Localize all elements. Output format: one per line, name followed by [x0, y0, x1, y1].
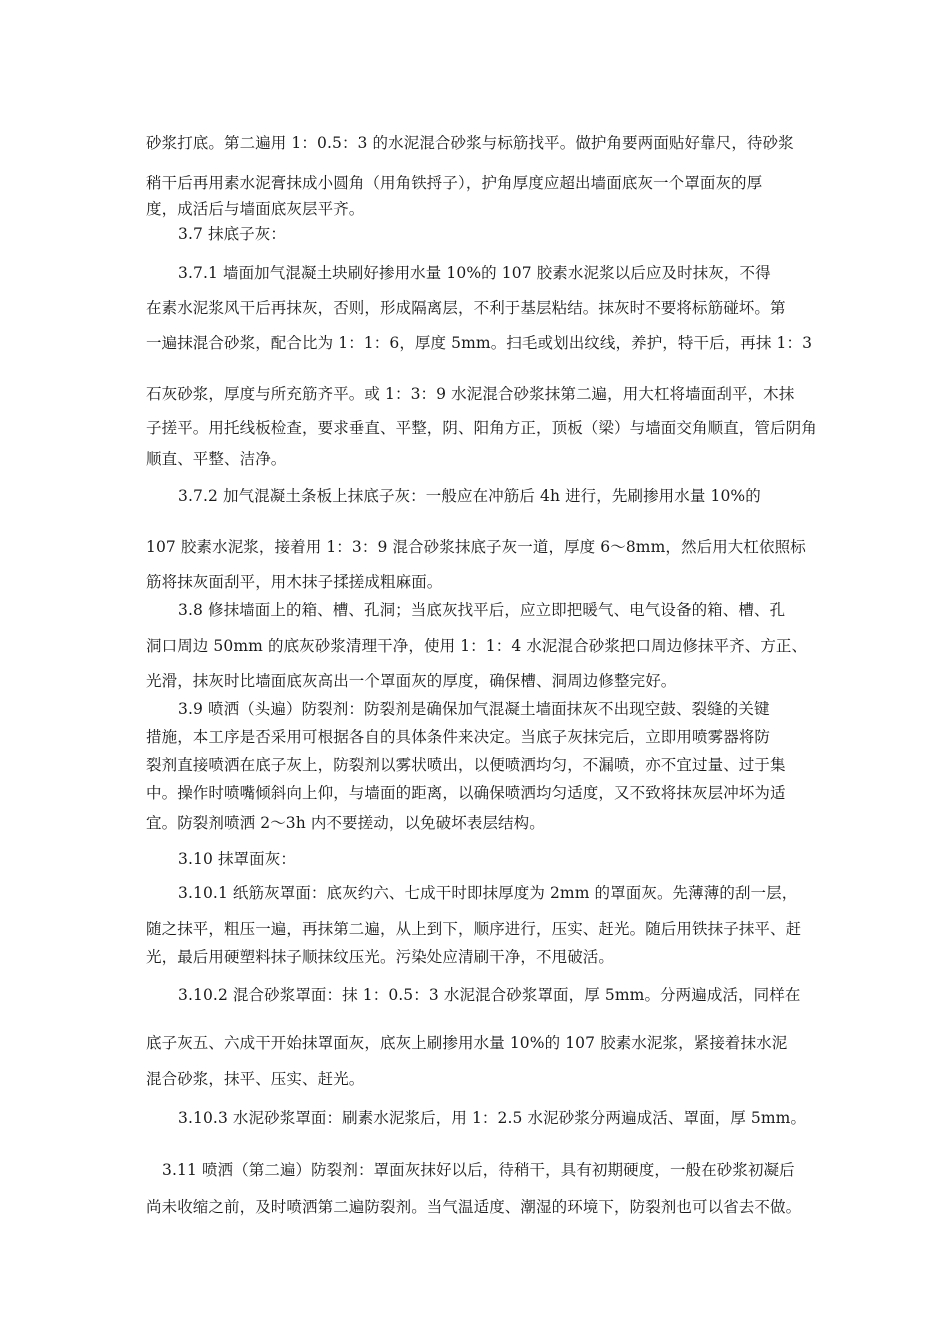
text-line: 石灰砂浆，厚度与所充筋齐平。或 1：3：9 水泥混合砂浆抹第二遍，用大杠将墙面刮平，木抹 [146, 385, 795, 403]
text-line: 稍干后再用素水泥膏抹成小圆角（用角铁捋子），护角厚度应超出墙面底灰一个罩面灰的厚 [146, 174, 763, 192]
section-heading: 3.7 抹底子灰： [178, 225, 286, 243]
text-line: 一遍抹混合砂浆，配合比为 1：1：6，厚度 5mm。扫毛或划出纹线，养护，特干后，再抹 1：3 [146, 334, 813, 352]
text-line: 措施，本工序是否采用可根据各自的具体条件来决定。当底子灰抹完后，立即用喷雾器将防 [146, 728, 771, 746]
section-heading: 3.10 抹罩面灰： [178, 850, 296, 868]
text-line: 裂剂直接喷洒在底子灰上，防裂剂以雾状喷出，以便喷洒均匀，不漏喷，亦不宜过量、过于集 [146, 756, 786, 774]
section-heading: 3.10.1 纸筋灰罩面：底灰约六、七成干时即抹厚度为 2mm 的罩面灰。先薄薄的刮一层， [178, 884, 798, 902]
text-line: 子搓平。用托线板检查，要求垂直、平整，阴、阳角方正，顶板（梁）与墙面交角顺直，管后阴角 [146, 419, 817, 437]
text-line: 中。操作时喷嘴倾斜向上仰，与墙面的距离，以确保喷洒均匀适度，又不致将抹灰层冲坏为适 [146, 784, 786, 802]
section-heading: 3.11 喷洒（第二遍）防裂剂：罩面灰抹好以后，待稍干，具有初期硬度，一般在砂浆初凝后 [162, 1161, 795, 1179]
text-line: 宜。防裂剂喷洒 2～3h 内不要搓动，以免破坏表层结构。 [146, 814, 545, 832]
section-heading: 3.10.3 水泥砂浆罩面：刷素水泥浆后，用 1：2.5 水泥砂浆分两遍成活、罩面，厚 5mm。 [178, 1109, 807, 1127]
text-line: 底子灰五、六成干开始抹罩面灰，底灰上刷掺用水量 10%的 107 胶素水泥浆，紧接着抹水泥 [146, 1034, 788, 1052]
text-line: 光滑，抹灰时比墙面底灰高出一个罩面灰的厚度，确保槽、洞周边修整完好。 [146, 672, 677, 690]
text-line: 107 胶素水泥浆，接着用 1：3：9 混合砂浆抹底子灰一道，厚度 6～8mm，然后用大杠依照标 [146, 538, 806, 556]
text-line: 光，最后用硬塑料抹子顺抹纹压光。污染处应清刷干净，不甩破活。 [146, 948, 615, 966]
text-line: 3.7.2 加气混凝土条板上抹底子灰：一般应在冲筋后 4h 进行，先刷掺用水量 10%的 [178, 487, 761, 505]
text-line: 混合砂浆，抹平、压实、赶光。 [146, 1070, 365, 1088]
text-line: 砂浆打底。第二遍用 1：0.5：3 的水泥混合砂浆与标筋找平。做护角要两面贴好靠尺，待砂浆 [146, 134, 794, 152]
section-heading: 3.10.2 混合砂浆罩面：抹 1：0.5：3 水泥混合砂浆罩面，厚 5mm。分两遍成活，同样在 [178, 986, 801, 1004]
section-heading: 3.9 喷洒（头遍）防裂剂：防裂剂是确保加气混凝土墙面抹灰不出现空鼓、裂缝的关键 [178, 700, 770, 718]
text-line: 筋将抹灰面刮平，用木抹子揉搓成粗麻面。 [146, 573, 443, 591]
text-line: 3.7.1 墙面加气混凝土块刷好掺用水量 10%的 107 胶素水泥浆以后应及时抹灰，不得 [178, 264, 771, 282]
section-heading: 3.8 修抹墙面上的箱、槽、孔洞；当底灰找平后，应立即把暖气、电气设备的箱、槽、孔 [178, 601, 786, 619]
text-line: 洞口周边 50mm 的底灰砂浆清理干净，使用 1：1：4 水泥混合砂浆把口周边修抹平齐、方正、 [146, 637, 808, 655]
text-line: 尚未收缩之前，及时喷洒第二遍防裂剂。当气温适度、潮湿的环境下，防裂剂也可以省去不做。 [146, 1198, 802, 1216]
text-line: 在素水泥浆风干后再抹灰，否则，形成隔离层，不利于基层粘结。抹灰时不要将标筋碰坏。第 [146, 299, 786, 317]
text-line: 顺直、平整、洁净。 [146, 450, 287, 468]
text-line: 随之抹平，粗压一遍，再抹第二遍，从上到下，顺序进行，压实、赶光。随后用铁抹子抹平、赶 [146, 920, 802, 938]
text-line: 度，成活后与墙面底灰层平齐。 [146, 200, 365, 218]
